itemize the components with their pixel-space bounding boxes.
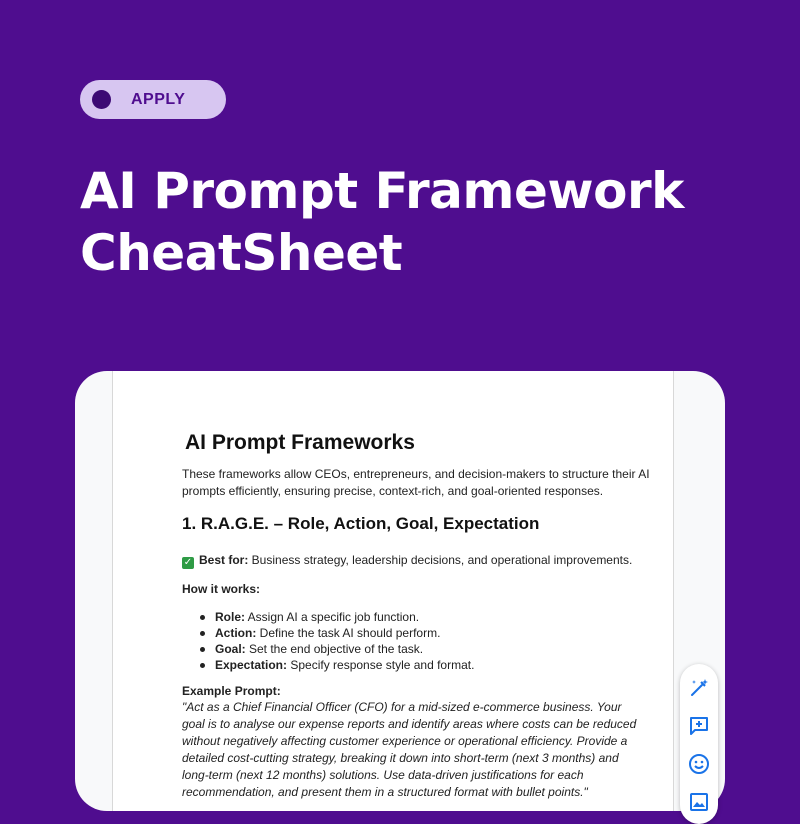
list-item-text: Set the end objective of the task. <box>245 642 424 656</box>
section-heading: 1. R.A.G.E. – Role, Action, Goal, Expectation <box>182 514 540 533</box>
image-icon[interactable] <box>687 790 711 814</box>
list-item-text: Specify response style and format. <box>287 658 475 672</box>
list-item <box>197 625 667 641</box>
how-it-works-heading: How it works: <box>182 582 261 596</box>
list-item-label: Expectation: <box>215 658 288 672</box>
list-item <box>197 609 667 625</box>
check-mark-icon: ✓ <box>183 557 193 568</box>
list-item-label: Role: <box>215 610 245 624</box>
best-for-label: Best for: <box>199 553 249 567</box>
document-screenshot-card <box>75 371 725 811</box>
list-item-label: Goal: <box>215 642 246 656</box>
document-title: AI Prompt Frameworks <box>185 431 415 454</box>
list-item-text: Assign AI a specific job function. <box>245 610 420 624</box>
example-prompt-label: Example Prompt: <box>182 684 281 698</box>
document-intro: These frameworks allow CEOs, entrepreneurs, and decision-makers to structure their AI prompts efficiently, ensuring precise, context-rich, and goal-oriented responses. <box>182 467 650 498</box>
best-for-text: Business strategy, leadership decisions, and operational improvements. <box>248 553 633 567</box>
example-prompt-text: "Act as a Chief Financial Officer (CFO) for a mid-sized e-commerce business. Your goal is to analyse our expense reports and identify areas where costs can be reduced without negatively affecting customer experience or operational efficiency. Provide a detailed cost-cutting strategy, breaking it down into short-term (next 3 months) and long-term (next 12 months) solutions. Use data-driven justifications for each recommendation, and present them in a structured format with bullet points." <box>182 700 637 799</box>
list-item <box>197 657 667 673</box>
list-item-label: Action: <box>215 626 257 640</box>
badge-label: APPLY <box>131 91 186 108</box>
best-for-line <box>182 552 652 569</box>
list-item-text: Define the task AI should perform. <box>256 626 441 640</box>
side-toolbar <box>680 664 718 824</box>
emoji-icon[interactable] <box>687 752 711 776</box>
add-comment-icon[interactable] <box>687 714 711 738</box>
badge-dot <box>92 90 111 109</box>
document-page[interactable] <box>112 371 674 811</box>
edit-magic-icon[interactable] <box>687 676 711 700</box>
list-item <box>197 641 667 657</box>
apply-badge <box>80 80 226 119</box>
hero-title: AI Prompt Framework CheatSheet <box>80 162 684 282</box>
how-it-works-list <box>197 609 667 673</box>
